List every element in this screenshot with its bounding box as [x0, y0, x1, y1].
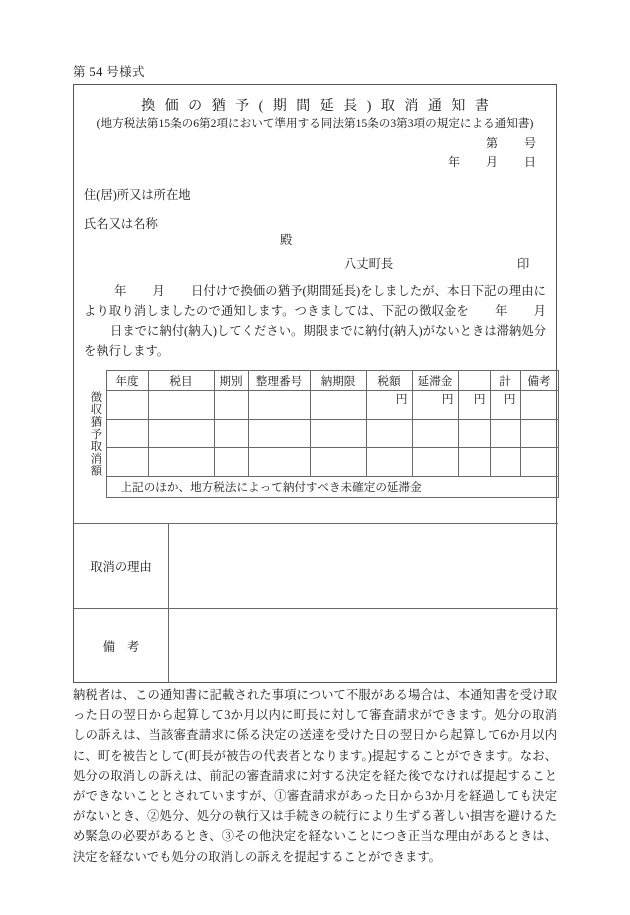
cell-nokigen[interactable] — [310, 419, 366, 448]
cell-entaikin[interactable]: 円 — [412, 391, 458, 420]
cell-nendo[interactable] — [106, 391, 148, 420]
document-number-line — [486, 134, 536, 151]
reason-input-area[interactable] — [169, 524, 558, 608]
date-day-label: 日 — [523, 155, 536, 169]
remarks-input-area[interactable] — [169, 609, 558, 683]
table-row-label — [84, 391, 106, 477]
name-label: 氏名又は名称 — [84, 217, 158, 231]
column-header-zeigaku: 税額 — [366, 371, 412, 391]
document-date-line — [448, 153, 536, 170]
cell-biko[interactable] — [520, 448, 558, 477]
document-number-label: 第 — [485, 136, 498, 150]
column-header-zeimoku: 税目 — [148, 371, 214, 391]
table-note-row — [84, 477, 558, 498]
tax-table-body — [84, 371, 558, 498]
body-year-2: 年 — [494, 304, 508, 318]
seal-mark: 印 — [517, 257, 530, 271]
cell-nendo[interactable] — [106, 448, 148, 477]
table-row-label-text: 徴収猶予取消額 — [89, 390, 102, 477]
body-text-1: 日付けで換価の猶予(期間延長)をしましたが、本日下記の理由により取り消しましたので通知します。つきましては、下記の徴収金を — [84, 284, 546, 318]
cell-zeimoku[interactable] — [148, 419, 214, 448]
cell-kei[interactable] — [490, 419, 520, 448]
cell-biko[interactable] — [520, 419, 558, 448]
remarks-section — [74, 608, 558, 683]
cell-kibetsu[interactable] — [214, 448, 248, 477]
column-header-kei: 計 — [490, 371, 520, 391]
notice-body-paragraph — [84, 281, 546, 361]
table-row — [84, 448, 558, 477]
cell-zeigaku[interactable]: 円 — [366, 391, 412, 420]
cell-zeimoku[interactable] — [148, 448, 214, 477]
cell-entaikin[interactable] — [412, 419, 458, 448]
cell-kei[interactable] — [490, 448, 520, 477]
cell-kibetsu[interactable] — [214, 419, 248, 448]
date-month-label: 月 — [485, 155, 498, 169]
cell-zeigaku[interactable] — [366, 448, 412, 477]
cell-zeimoku[interactable] — [148, 391, 214, 420]
cell-extra[interactable] — [458, 419, 490, 448]
table-note-text: 上記のほか、地方税法によって納付すべき未確定の延滞金 — [106, 477, 558, 498]
column-header-nokigen: 納期限 — [310, 371, 366, 391]
date-year-label: 年 — [447, 155, 460, 169]
table-header-row — [84, 371, 558, 391]
appeal-rights-note: 納税者は、この通知書に記載された事項について不服がある場合は、本通知書を受け取った日の翌日から起算して3か月以内に町長に対して審査請求ができます。処分の取消しの訴えは、当該審査請求に係る決定の送達を受けた日の翌日から起算して6か月以内に、町を被告として(町長が被告の代表者となります。)提起することができます。なお、処分の取消しの訴えは、前記の審査請求に対する決定を経た後でなければ提起することができないこととされていますが、①審査請求があった日から3か月を経過しても決定がないとき、②処分、処分の執行又は手続きの続行により生ずる著しい損害を避けるため緊急の必要があるとき、③その他決定を経ないことにつき正当な理由があるときは、決定を経ないでも処分の取消しの訴えを提起することができます。 — [73, 688, 557, 864]
cell-nendo[interactable] — [106, 419, 148, 448]
cell-extra[interactable]: 円 — [458, 391, 490, 420]
notice-frame — [73, 84, 557, 683]
address-label: 住(居)所又は所在地 — [84, 188, 191, 202]
column-header-entaikin: 延滞金 — [412, 371, 458, 391]
table-row — [84, 391, 558, 420]
tax-amount-table — [84, 370, 559, 498]
remarks-label — [74, 609, 169, 683]
column-header-seiri-bango: 整理番号 — [248, 371, 310, 391]
reason-section — [74, 523, 558, 608]
column-header-biko: 備考 — [520, 371, 558, 391]
document-number-unit: 号 — [523, 136, 536, 150]
table-row — [84, 419, 558, 448]
cell-kibetsu[interactable] — [214, 391, 248, 420]
cell-biko[interactable] — [520, 391, 558, 420]
body-month-1: 月 — [152, 284, 165, 298]
page-title: 換価の猶予(期間延長)取消通知書 — [141, 99, 499, 114]
cell-seiri-bango[interactable] — [248, 448, 310, 477]
table-note-label-spacer — [84, 477, 106, 498]
cell-seiri-bango[interactable] — [248, 391, 310, 420]
cell-entaikin[interactable] — [412, 448, 458, 477]
column-header-kibetsu: 期別 — [214, 371, 248, 391]
cell-nokigen[interactable] — [310, 448, 366, 477]
cell-zeigaku[interactable] — [366, 419, 412, 448]
table-row-label-spacer — [84, 371, 106, 391]
cell-extra[interactable] — [458, 448, 490, 477]
remarks-label-text: 備考 — [102, 640, 152, 654]
reason-label: 取消の理由 — [74, 524, 169, 608]
body-text-2: 日までに納付(納入)してください。期限までに納付(納入)がないときは滞納処分を執行します。 — [84, 324, 546, 358]
cell-kei[interactable]: 円 — [490, 391, 520, 420]
column-header-nendo: 年度 — [106, 371, 148, 391]
honorific-label: 殿 — [280, 233, 293, 247]
cell-nokigen[interactable] — [310, 391, 366, 420]
issuer-name: 八丈町長 — [344, 257, 394, 271]
form-number: 第 54 号様式 — [73, 65, 145, 79]
page-subtitle: (地方税法第15条の6第2項において準用する同法第15条の3第3項の規定による通知書) — [96, 117, 534, 130]
body-month-2: 月 — [533, 304, 546, 318]
column-header-blank — [458, 371, 490, 391]
body-year-1: 年 — [114, 284, 127, 298]
cell-seiri-bango[interactable] — [248, 419, 310, 448]
